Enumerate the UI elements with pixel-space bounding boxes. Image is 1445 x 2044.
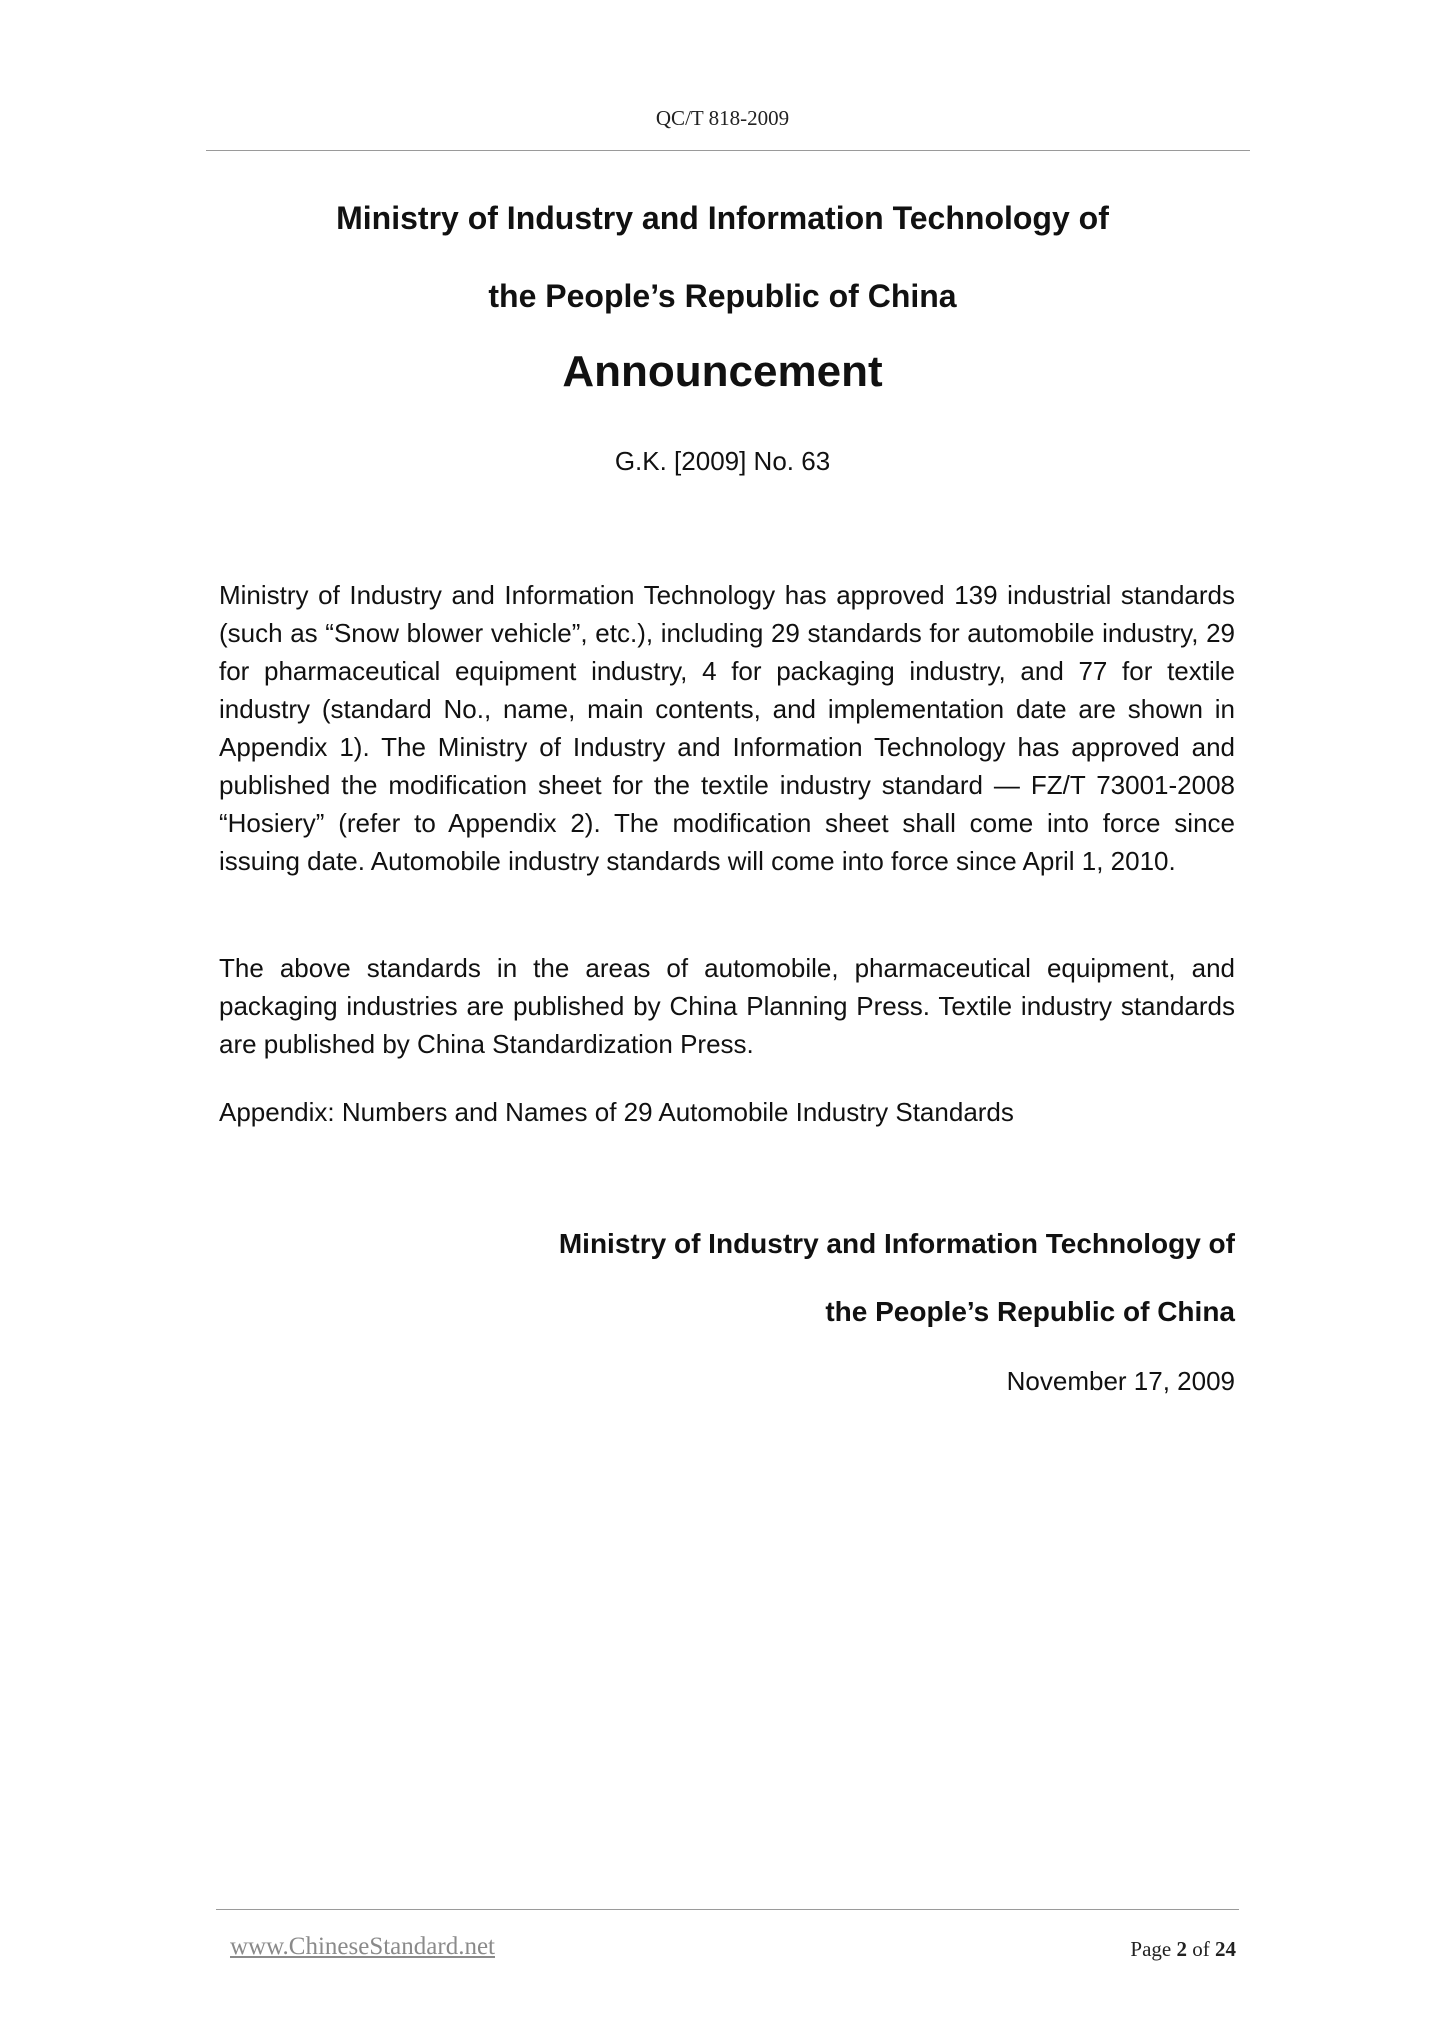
page-total: 24 [1215,1937,1236,1961]
signature-issuer-line2: the People’s Republic of China [825,1296,1235,1327]
document-number: G.K. [2009] No. 63 [614,446,831,476]
page-current: 2 [1176,1937,1187,1961]
issuer-title-line2: the People’s Republic of China [488,278,957,314]
page-indicator [1130,1937,1236,1962]
signature-date: November 17, 2009 [1006,1366,1235,1396]
page-prefix: Page [1130,1937,1172,1961]
body-paragraph-1: Ministry of Industry and Information Technology has approved 139 industrial standards (such as “Snow blower vehicle”, etc.), including 29 standards for automobile industry, 29 for pharmaceutical equipment industry, 4 for packaging industry, and 77 for textile industry (standard No., name, main contents, and implementation date are shown in Appendix 1). The Ministry of Industry and Information Technology has approved and published the modification sheet for the textile industry standard — FZ/T 73001-2008 “Hosiery” (refer to Appendix 2). The modification sheet shall come into force since issuing date. Automobile industry standards will come into force since April 1, 2010. [219,580,1235,876]
issuer-title-line1: Ministry of Industry and Information Technology of [336,200,1109,236]
header-divider [206,150,1250,151]
standard-code-header: QC/T 818-2009 [655,106,790,130]
appendix-line: Appendix: Numbers and Names of 29 Automobile Industry Standards [219,1097,1014,1127]
website-link[interactable]: www.ChineseStandard.net [230,1933,495,1960]
body-paragraph-2: The above standards in the areas of automobile, pharmaceutical equipment, and packaging industries are published by China Planning Press. Textile industry standards are published by China Standardization Press. [219,953,1235,1059]
footer-divider [216,1909,1239,1910]
page-of: of [1192,1937,1210,1961]
announcement-heading: Announcement [562,347,883,396]
signature-issuer-line1: Ministry of Industry and Information Technology of [558,1228,1235,1259]
